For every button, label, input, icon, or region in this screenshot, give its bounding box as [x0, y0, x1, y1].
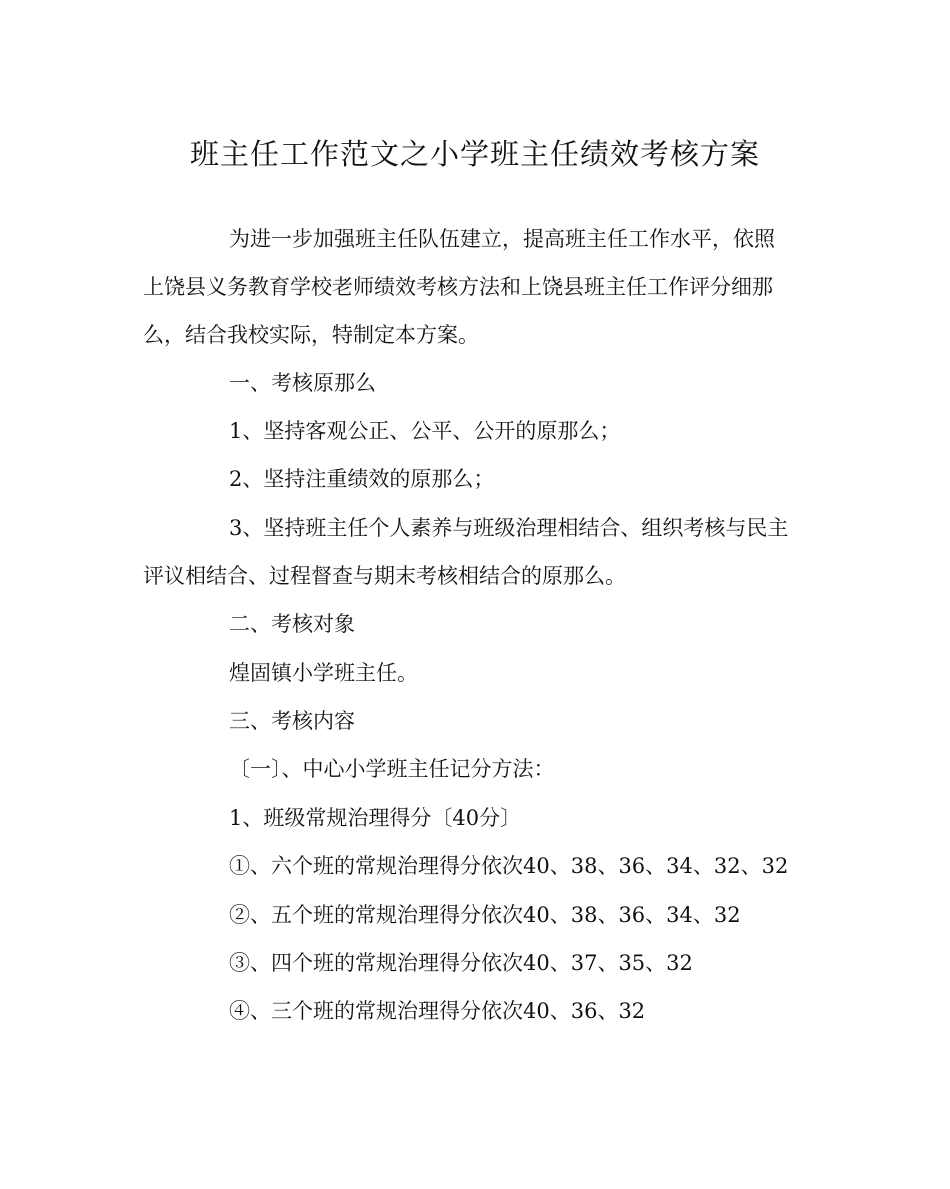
document-title: 班主任工作范文之小学班主任绩效考核方案: [189, 137, 760, 171]
scoring-sub-item-3: ③、四个班的常规治理得分依次40、37、35、32: [229, 951, 693, 975]
scoring-sub-item-2: ②、五个班的常规治理得分依次40、38、36、34、32: [229, 903, 741, 927]
principle-item-1: 1、坚持客观公正、公平、公开的原那么；: [229, 419, 621, 443]
scoring-sub-item-4: ④、三个班的常规治理得分依次40、36、32: [229, 999, 646, 1023]
section-heading-principles: 一、考核原那么: [229, 371, 376, 395]
principle-item-3-line-1: 3、坚持班主任个人素养与班级治理相结合、组织考核与民主: [229, 516, 789, 540]
paragraph-intro-line-3: 么，结合我校实际，特制定本方案。: [143, 323, 479, 347]
section-heading-targets: 二、考核对象: [229, 612, 355, 636]
principle-item-3-line-2: 评议相结合、过程督查与期末考核相结合的原那么。: [143, 564, 626, 588]
section-heading-content: 三、考核内容: [229, 709, 355, 733]
paragraph-intro-line-2: 上饶县义务教育学校老师绩效考核方法和上饶县班主任工作评分细那: [143, 275, 773, 299]
scoring-item-1: 1、班级常规治理得分〔40分〕: [229, 806, 522, 830]
targets-text: 煌固镇小学班主任。: [229, 661, 418, 685]
subsection-heading-scoring-method: 〔一〕、中心小学班主任记分方法：: [229, 757, 555, 781]
principle-item-2: 2、坚持注重绩效的原那么；: [229, 467, 495, 491]
paragraph-intro-line-1: 为进一步加强班主任队伍建立，提高班主任工作水平，依照: [229, 227, 775, 251]
scoring-sub-item-1: ①、六个班的常规治理得分依次40、38、36、34、32、32: [229, 854, 789, 878]
